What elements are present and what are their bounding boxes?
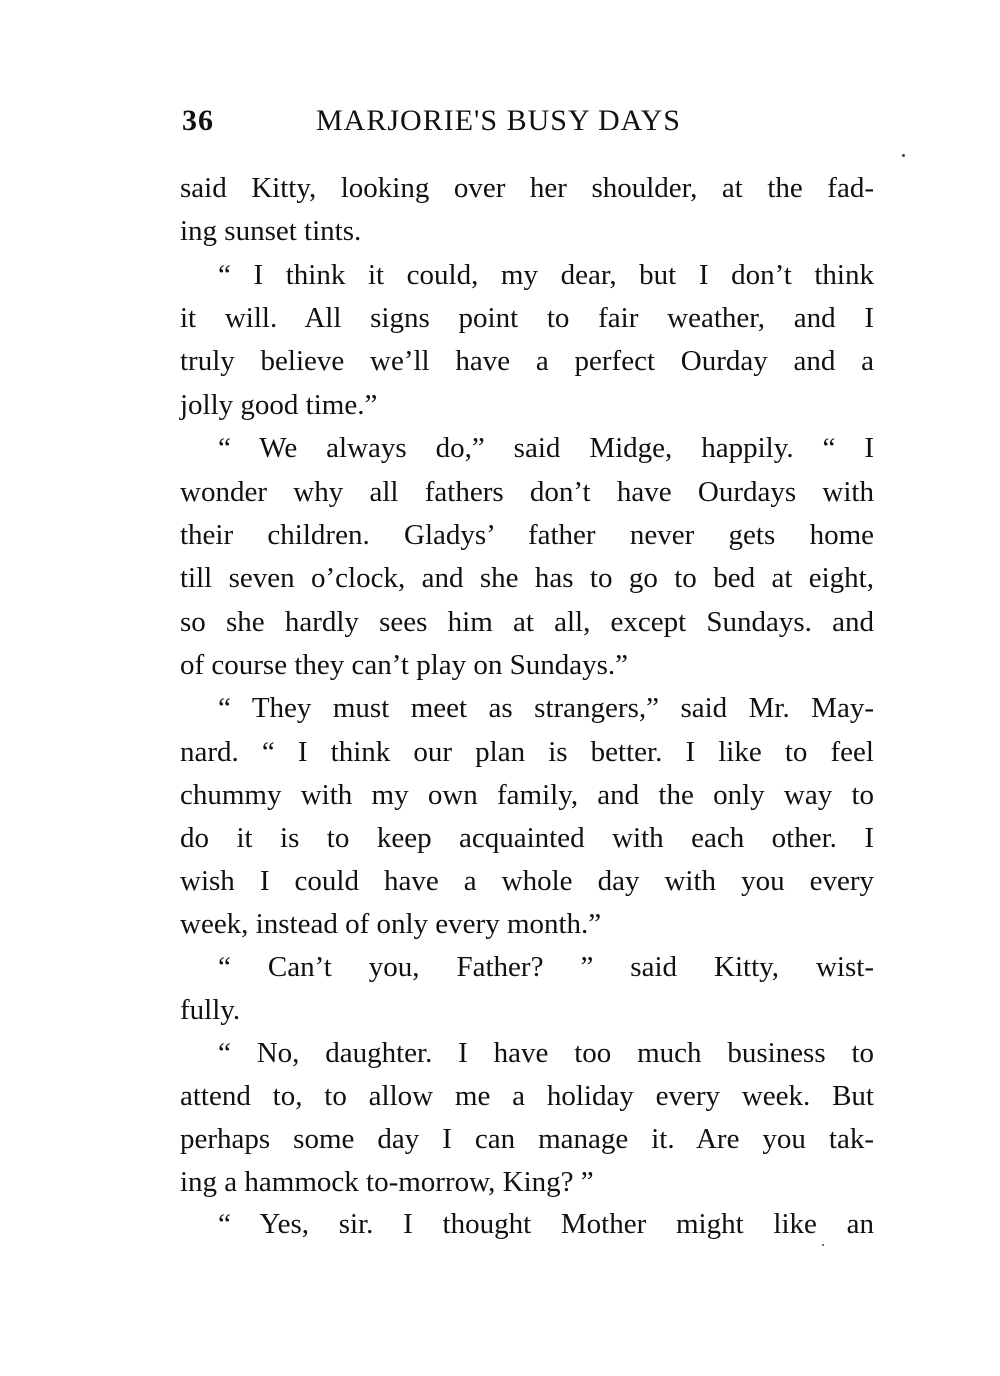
text-line: ing sunset tints.: [180, 215, 362, 247]
text-line: it will. All signs point to fair weather, and I: [180, 302, 874, 334]
text-line: chummy with my own family, and the only way to: [180, 779, 874, 811]
text-line: perhaps some day I can manage it. Are you tak-: [180, 1123, 874, 1155]
print-speck: [822, 1244, 824, 1246]
text-line: do it is to keep acquainted with each other. I: [180, 822, 874, 854]
text-line: till seven o’clock, and she has to go to bed at eight,: [180, 562, 874, 594]
running-title: MARJORIE'S BUSY DAYS: [316, 104, 681, 137]
text-line: fully.: [180, 994, 241, 1026]
text-line: truly believe we’ll have a perfect Ourday and a: [180, 345, 874, 377]
text-line: “ We always do,” said Midge, happily. “ I: [218, 432, 874, 464]
text-line: “ Yes, sir. I thought Mother might like an: [218, 1208, 874, 1240]
text-line: jolly good time.”: [180, 389, 378, 421]
text-line: of course they can’t play on Sundays.”: [180, 649, 629, 681]
page-header: [182, 104, 882, 148]
text-line: wonder why all fathers don’t have Ourdays with: [180, 476, 874, 508]
text-line: their children. Gladys’ father never gets home: [180, 519, 874, 551]
text-line: so she hardly sees him at all, except Sundays. and: [180, 606, 874, 638]
text-line: “ Can’t you, Father? ” said Kitty, wist-: [218, 951, 874, 983]
text-line: attend to, to allow me a holiday every week. But: [180, 1080, 874, 1112]
text-line: “ They must meet as strangers,” said Mr. May-: [218, 692, 874, 724]
text-line: “ I think it could, my dear, but I don’t think: [218, 259, 874, 291]
text-line: wish I could have a whole day with you every: [180, 865, 874, 897]
text-line: nard. “ I think our plan is better. I like to feel: [180, 736, 874, 768]
text-line: said Kitty, looking over her shoulder, at the fad-: [180, 172, 874, 204]
text-line: ing a hammock to-morrow, King? ”: [180, 1166, 594, 1198]
print-speck: [902, 154, 905, 157]
page-number: 36: [182, 104, 214, 137]
text-line: week, instead of only every month.”: [180, 908, 602, 940]
text-line: “ No, daughter. I have too much business to: [218, 1037, 874, 1069]
